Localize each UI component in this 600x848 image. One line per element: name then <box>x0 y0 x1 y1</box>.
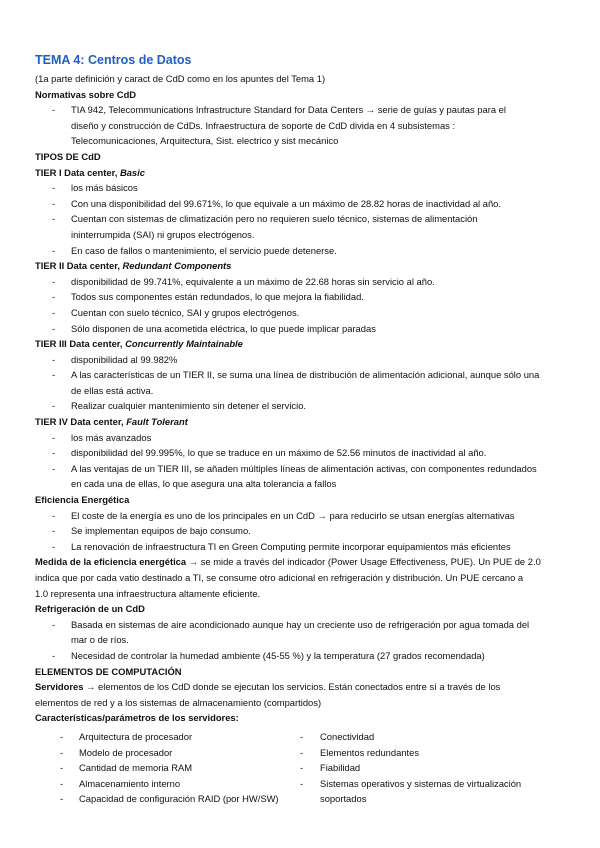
caracteristicas-column-left <box>35 729 300 807</box>
list-item <box>35 289 575 305</box>
list-item-line: - Cantidad de memoria RAM <box>79 762 193 774</box>
list-item-line: - disponibilidad de 99.741%, equivalente a un máximo de 22.68 horas sin servicio al año. <box>71 275 435 287</box>
list-item-line: Telecomunicaciones, Arquitectura, Sist. electrico y sist mecánico <box>71 135 339 147</box>
tier4-list <box>35 430 575 492</box>
list-item <box>35 445 575 461</box>
medida-paragraph <box>35 554 575 601</box>
normativas-heading: Normativas sobre CdD <box>35 88 137 100</box>
list-item <box>35 776 300 792</box>
list-item-line: - Con una disponibilidad del 99.671%, lo que equivale a un máximo de 28.82 horas de inactividad al año. <box>71 197 501 209</box>
list-item-line: - Necesidad de controlar la humedad ambiente (45-55 %) y la temperatura (27 grados recomendada) <box>71 649 485 661</box>
list-item-line: - El coste de la energía es uno de los principales en un CdD → para reducirlo se utsan energías alternativas <box>71 509 515 521</box>
list-item-line: - Conectividad <box>320 730 375 742</box>
list-item <box>35 180 575 196</box>
intro-text: (1a parte definición y caract de CdD como en los apuntes del Tema 1) <box>35 73 326 84</box>
servidores-label: Servidores <box>35 681 84 693</box>
medida-line-3: 1.0 representa una infraestructura altamente eficiente. <box>35 587 261 599</box>
list-item <box>35 461 575 492</box>
list-item <box>35 352 575 368</box>
caracteristicas-heading: Características/parámetros de los servidores: <box>35 712 239 724</box>
list-item-line: - Sistemas operativos y sistemas de virtualización <box>320 777 522 789</box>
tier4-label: TIER IV Data center, <box>35 416 127 428</box>
list-item-line: - Cuentan con sistemas de climatización pero no requieren suelo técnico, sistemas de alimentación <box>71 213 478 225</box>
list-item-line: - Elementos redundantes <box>320 746 420 758</box>
caracteristicas-columns <box>35 729 575 807</box>
list-item-line: mar o de ríos. <box>71 634 129 646</box>
list-item <box>35 367 575 398</box>
list-item <box>35 398 575 414</box>
refrigeracion-heading: Refrigeración de un CdD <box>35 603 145 615</box>
list-item <box>35 523 575 539</box>
tier1-subtitle: Basic <box>119 166 145 178</box>
list-item <box>35 508 575 524</box>
list-item-line: - los más básicos <box>71 182 138 194</box>
list-item-line: - A las características de un TIER II, se suma una línea de distribución de alimentación adicional, aunque sólo una <box>71 369 540 381</box>
servidores-line-1: → elementos de los CdD donde se ejecutan los servicios. Están conectados entre sí a través de los <box>83 681 501 693</box>
medida-label: Medida de la eficiencia energética <box>35 556 187 568</box>
list-item-line: - los más avanzados <box>71 431 152 443</box>
list-item <box>35 745 300 761</box>
document-content <box>35 52 575 807</box>
list-item <box>35 729 300 745</box>
list-item-line: - disponibilidad del 99.995%, lo que se traduce en un máximo de 52.56 minutos de inactividad al año. <box>71 447 487 459</box>
list-item <box>300 776 575 807</box>
page-title: TEMA 4: Centros de Datos <box>35 53 192 67</box>
tier1-label: TIER I Data center, <box>35 166 120 178</box>
list-item-line: - Fiabilidad <box>320 762 361 774</box>
list-item-line: - En caso de fallos o mantenimiento, el servicio puede detenerse. <box>71 244 337 256</box>
list-item-line: - Basada en sistemas de aire acondicionado aunque hay un creciente uso de refrigeración por agua tomada del <box>71 618 530 630</box>
list-item-line: diseño y construcción de CdDs. Infraestructura de soporte de CdD divida en 4 subsistemas : <box>71 119 456 131</box>
list-item <box>35 539 575 555</box>
tier2-list <box>35 274 575 336</box>
list-item-line: - Capacidad de configuración RAID (por HW/SW) <box>79 793 279 805</box>
tier4-subtitle: Fault Tolerant <box>126 416 188 428</box>
list-item-line: ininterrumpida (SAI) ni grupos electrógenos. <box>71 228 255 240</box>
list-item <box>35 648 575 664</box>
refrigeracion-list <box>35 617 575 664</box>
list-item <box>35 617 575 648</box>
medida-line-2: indica que por cada vatio destinado a TI, se consume otro adicional en refrigeración y distribución. Un PUE cercano a <box>35 572 524 583</box>
list-item <box>35 211 575 242</box>
list-item-line: - Modelo de procesador <box>79 746 173 758</box>
list-item-line: - Cuentan con suelo técnico, SAI y grupos electrógenos. <box>71 306 300 318</box>
tier3-heading <box>35 336 575 352</box>
list-item-line: - TIA 942, Telecommunications Infrastructure Standard for Data Centers → serie de guías y pautas para el <box>71 104 506 116</box>
list-item <box>300 760 575 776</box>
list-item <box>35 243 575 259</box>
list-item-line: - disponibilidad al 99.982% <box>71 353 178 365</box>
tier1-heading <box>35 165 575 181</box>
list-item-line: - La renovación de infraestructura TI en Green Computing permite incorporar equipamientos más eficientes <box>71 540 511 552</box>
medida-line-1: → se mide a través del indicador (Power Usage Effectiveness, PUE). Un PUE de 2.0 <box>186 556 541 568</box>
caracteristicas-list-right <box>300 729 575 807</box>
tier3-label: TIER III Data center, <box>35 338 126 350</box>
list-item-line: - Realizar cualquier mantenimiento sin detener el servicio. <box>71 400 307 412</box>
caracteristicas-list-left <box>35 729 300 807</box>
list-item <box>35 791 300 807</box>
tier2-heading <box>35 258 575 274</box>
list-item-line: - Todos sus componentes están redundados, lo que mejora la fiabilidad. <box>71 291 364 303</box>
list-item <box>300 745 575 761</box>
list-item-line: - A las ventajas de un TIER III, se añaden múltiples líneas de alimentación activas, con componentes redundados <box>71 462 537 474</box>
tipos-heading: TIPOS DE CdD <box>35 150 101 162</box>
tier3-list <box>35 352 575 414</box>
list-item-line: - Almacenamiento interno <box>79 777 181 789</box>
servidores-paragraph <box>35 679 575 710</box>
eficiencia-heading: Eficiencia Energética <box>35 494 130 506</box>
list-item <box>35 274 575 290</box>
list-item <box>35 321 575 337</box>
list-item-line: - Sólo disponen de una acometida eléctrica, lo que puede implicar paradas <box>71 322 376 334</box>
elementos-heading: ELEMENTOS DE COMPUTACIÓN <box>35 665 182 677</box>
list-item-line: soportados <box>320 793 367 805</box>
normativas-list <box>35 102 575 149</box>
list-item-line: - Se implementan equipos de bajo consumo. <box>71 525 251 537</box>
list-item-line: en cada una de ellas, lo que asegura una alta tolerancia a fallos <box>71 478 337 490</box>
tier4-heading <box>35 414 575 430</box>
tier1-list <box>35 180 575 258</box>
tier2-subtitle: Redundant Components <box>122 260 232 272</box>
eficiencia-list <box>35 508 575 555</box>
list-item <box>35 430 575 446</box>
list-item-line: - Arquitectura de procesador <box>79 730 193 742</box>
tier3-subtitle: Concurrently Maintainable <box>125 338 243 350</box>
servidores-line-2: elementos de red y a los sistemas de almacenamiento (compartidos) <box>35 696 322 708</box>
list-item-line: de ellas está activa. <box>71 384 154 396</box>
tier2-label: TIER II Data center, <box>35 260 123 272</box>
list-item <box>35 102 575 149</box>
list-item <box>35 305 575 321</box>
caracteristicas-column-right <box>300 729 575 807</box>
list-item <box>300 729 575 745</box>
list-item <box>35 196 575 212</box>
list-item <box>35 760 300 776</box>
